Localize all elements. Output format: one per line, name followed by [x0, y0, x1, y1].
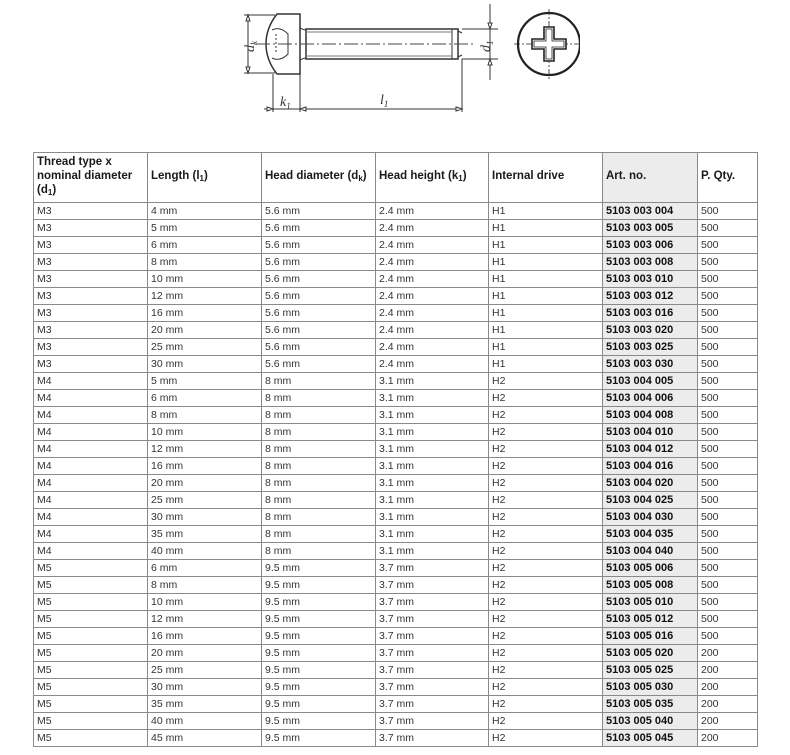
table-row — [34, 203, 758, 220]
cell-internal-drive: H2 — [489, 458, 603, 475]
cell-thread-type: M5 — [34, 628, 148, 645]
cell-head-height: 3.7 mm — [376, 662, 489, 679]
cell-art-no: 5103 005 025 — [603, 662, 698, 679]
cell-pack-qty: 500 — [698, 305, 758, 322]
cell-art-no: 5103 004 008 — [603, 407, 698, 424]
cell-art-no: 5103 005 010 — [603, 594, 698, 611]
header-text: Internal drive — [492, 170, 565, 182]
l1-label: $l_1$ — [380, 93, 389, 109]
table-row — [34, 526, 758, 543]
cell-pack-qty: 500 — [698, 220, 758, 237]
cell-internal-drive: H2 — [489, 373, 603, 390]
table-row — [34, 220, 758, 237]
cell-head-diameter: 8 mm — [262, 526, 376, 543]
column-header-art-no — [603, 153, 698, 203]
table-row — [34, 662, 758, 679]
cell-head-diameter: 8 mm — [262, 407, 376, 424]
header-text: Art. no. — [606, 170, 647, 182]
cell-head-height: 2.4 mm — [376, 237, 489, 254]
cell-art-no: 5103 003 012 — [603, 288, 698, 305]
cell-art-no: 5103 005 012 — [603, 611, 698, 628]
cell-pack-qty: 500 — [698, 594, 758, 611]
cell-length: 25 mm — [148, 339, 262, 356]
cell-head-diameter: 5.6 mm — [262, 339, 376, 356]
cell-head-diameter: 9.5 mm — [262, 662, 376, 679]
cell-pack-qty: 500 — [698, 390, 758, 407]
table-row — [34, 322, 758, 339]
cell-internal-drive: H2 — [489, 730, 603, 747]
table-row — [34, 611, 758, 628]
table-row — [34, 407, 758, 424]
cell-art-no: 5103 004 020 — [603, 475, 698, 492]
cell-internal-drive: H1 — [489, 237, 603, 254]
cell-head-height: 3.7 mm — [376, 594, 489, 611]
cell-pack-qty: 500 — [698, 356, 758, 373]
cell-head-height: 2.4 mm — [376, 339, 489, 356]
cell-thread-type: M5 — [34, 730, 148, 747]
cell-length: 4 mm — [148, 203, 262, 220]
header-subscript: 1 — [47, 188, 53, 197]
cell-head-height: 2.4 mm — [376, 288, 489, 305]
cell-length: 16 mm — [148, 628, 262, 645]
cell-head-diameter: 5.6 mm — [262, 254, 376, 271]
cell-internal-drive: H2 — [489, 611, 603, 628]
cell-thread-type: M4 — [34, 526, 148, 543]
cell-length: 40 mm — [148, 543, 262, 560]
cell-head-height: 3.1 mm — [376, 509, 489, 526]
cell-art-no: 5103 005 035 — [603, 696, 698, 713]
column-header-thread-type — [34, 153, 148, 203]
cell-head-diameter: 5.6 mm — [262, 322, 376, 339]
header-subscript: 1 — [199, 174, 204, 183]
cell-length: 12 mm — [148, 611, 262, 628]
cell-pack-qty: 500 — [698, 492, 758, 509]
cell-head-diameter: 9.5 mm — [262, 645, 376, 662]
cell-internal-drive: H2 — [489, 441, 603, 458]
cell-head-height: 3.1 mm — [376, 492, 489, 509]
cell-head-height: 2.4 mm — [376, 220, 489, 237]
cell-internal-drive: H1 — [489, 322, 603, 339]
cell-pack-qty: 500 — [698, 237, 758, 254]
cell-art-no: 5103 003 025 — [603, 339, 698, 356]
table-row — [34, 509, 758, 526]
cell-head-diameter: 8 mm — [262, 458, 376, 475]
cell-internal-drive: H2 — [489, 713, 603, 730]
table-row — [34, 237, 758, 254]
cell-length: 30 mm — [148, 356, 262, 373]
cell-length: 12 mm — [148, 441, 262, 458]
screw-technical-drawing — [240, 0, 580, 118]
table-row — [34, 271, 758, 288]
cell-thread-type: M3 — [34, 220, 148, 237]
table-row — [34, 594, 758, 611]
cell-internal-drive: H2 — [489, 662, 603, 679]
cell-pack-qty: 500 — [698, 543, 758, 560]
cell-pack-qty: 500 — [698, 560, 758, 577]
cell-head-height: 3.7 mm — [376, 713, 489, 730]
cell-pack-qty: 500 — [698, 339, 758, 356]
cell-head-height: 3.1 mm — [376, 526, 489, 543]
table-row — [34, 696, 758, 713]
table-row — [34, 441, 758, 458]
cell-head-diameter: 8 mm — [262, 373, 376, 390]
cell-length: 45 mm — [148, 730, 262, 747]
cell-thread-type: M4 — [34, 390, 148, 407]
cell-internal-drive: H1 — [489, 339, 603, 356]
table-row — [34, 254, 758, 271]
cell-internal-drive: H2 — [489, 645, 603, 662]
cell-thread-type: M4 — [34, 458, 148, 475]
cell-internal-drive: H2 — [489, 407, 603, 424]
cell-length: 20 mm — [148, 475, 262, 492]
cell-art-no: 5103 004 025 — [603, 492, 698, 509]
cell-thread-type: M4 — [34, 509, 148, 526]
cell-head-diameter: 8 mm — [262, 424, 376, 441]
table-row — [34, 356, 758, 373]
cell-art-no: 5103 005 045 — [603, 730, 698, 747]
cell-head-diameter: 9.5 mm — [262, 628, 376, 645]
cell-length: 16 mm — [148, 305, 262, 322]
table-row — [34, 492, 758, 509]
table-row — [34, 424, 758, 441]
cell-internal-drive: H1 — [489, 220, 603, 237]
cell-thread-type: M4 — [34, 373, 148, 390]
screw-spec-table — [33, 152, 758, 747]
cell-head-diameter: 5.6 mm — [262, 305, 376, 322]
column-header-head-height — [376, 153, 489, 203]
cell-head-diameter: 9.5 mm — [262, 696, 376, 713]
header-subscript: 1 — [458, 174, 463, 183]
table-row — [34, 577, 758, 594]
cell-art-no: 5103 005 030 — [603, 679, 698, 696]
cell-head-height: 3.7 mm — [376, 560, 489, 577]
cell-art-no: 5103 003 010 — [603, 271, 698, 288]
cell-head-height: 3.7 mm — [376, 645, 489, 662]
cell-head-height: 3.1 mm — [376, 441, 489, 458]
cell-head-height: 2.4 mm — [376, 305, 489, 322]
cell-thread-type: M5 — [34, 577, 148, 594]
cell-head-diameter: 9.5 mm — [262, 560, 376, 577]
cell-pack-qty: 500 — [698, 509, 758, 526]
cell-head-height: 3.7 mm — [376, 679, 489, 696]
cell-pack-qty: 500 — [698, 203, 758, 220]
header-text: Head diameter (d — [265, 170, 359, 182]
cell-thread-type: M3 — [34, 254, 148, 271]
cell-thread-type: M4 — [34, 407, 148, 424]
cell-head-height: 2.4 mm — [376, 322, 489, 339]
cell-art-no: 5103 005 016 — [603, 628, 698, 645]
cell-art-no: 5103 005 006 — [603, 560, 698, 577]
cell-art-no: 5103 003 020 — [603, 322, 698, 339]
header-subscript: k — [358, 174, 363, 183]
cell-head-diameter: 8 mm — [262, 509, 376, 526]
cell-pack-qty: 200 — [698, 679, 758, 696]
cell-thread-type: M3 — [34, 356, 148, 373]
header-suffix: ) — [52, 184, 57, 196]
cell-length: 10 mm — [148, 271, 262, 288]
cell-art-no: 5103 005 040 — [603, 713, 698, 730]
header-suffix: ) — [362, 170, 367, 182]
cell-length: 10 mm — [148, 594, 262, 611]
cell-internal-drive: H2 — [489, 560, 603, 577]
cell-internal-drive: H2 — [489, 475, 603, 492]
cell-head-diameter: 8 mm — [262, 441, 376, 458]
cell-head-height: 3.7 mm — [376, 611, 489, 628]
cell-length: 8 mm — [148, 254, 262, 271]
cell-head-height: 2.4 mm — [376, 356, 489, 373]
cell-internal-drive: H1 — [489, 356, 603, 373]
cell-pack-qty: 500 — [698, 526, 758, 543]
table-header-row — [34, 153, 758, 203]
cell-internal-drive: H2 — [489, 492, 603, 509]
cell-head-height: 3.1 mm — [376, 543, 489, 560]
cell-pack-qty: 200 — [698, 713, 758, 730]
cell-pack-qty: 500 — [698, 577, 758, 594]
cell-art-no: 5103 003 005 — [603, 220, 698, 237]
cell-head-height: 3.1 mm — [376, 390, 489, 407]
k1-label: $k_1$ — [280, 95, 291, 111]
cell-pack-qty: 500 — [698, 458, 758, 475]
header-text: Length (l — [151, 170, 200, 182]
cell-pack-qty: 500 — [698, 611, 758, 628]
cell-thread-type: M3 — [34, 271, 148, 288]
table-row — [34, 713, 758, 730]
cell-head-diameter: 5.6 mm — [262, 356, 376, 373]
cell-head-height: 3.7 mm — [376, 577, 489, 594]
cell-length: 20 mm — [148, 322, 262, 339]
table-row — [34, 339, 758, 356]
cell-head-height: 3.1 mm — [376, 373, 489, 390]
cell-thread-type: M3 — [34, 203, 148, 220]
cell-length: 30 mm — [148, 509, 262, 526]
cell-length: 40 mm — [148, 713, 262, 730]
cell-pack-qty: 500 — [698, 628, 758, 645]
cell-head-diameter: 5.6 mm — [262, 237, 376, 254]
d1-label: $d_1$ — [479, 40, 495, 52]
cell-head-height: 3.1 mm — [376, 475, 489, 492]
cell-head-height: 3.1 mm — [376, 424, 489, 441]
cell-head-height: 3.1 mm — [376, 458, 489, 475]
column-header-internal-drive — [489, 153, 603, 203]
table-row — [34, 560, 758, 577]
cell-head-diameter: 9.5 mm — [262, 594, 376, 611]
cell-length: 12 mm — [148, 288, 262, 305]
table-row — [34, 730, 758, 747]
cell-internal-drive: H1 — [489, 305, 603, 322]
cell-thread-type: M3 — [34, 288, 148, 305]
cell-art-no: 5103 004 012 — [603, 441, 698, 458]
table-row — [34, 305, 758, 322]
cell-art-no: 5103 003 004 — [603, 203, 698, 220]
cell-art-no: 5103 004 030 — [603, 509, 698, 526]
table-row — [34, 475, 758, 492]
cell-internal-drive: H2 — [489, 679, 603, 696]
cell-internal-drive: H1 — [489, 254, 603, 271]
cell-thread-type: M5 — [34, 662, 148, 679]
cell-thread-type: M5 — [34, 713, 148, 730]
cell-head-height: 2.4 mm — [376, 254, 489, 271]
cell-thread-type: M5 — [34, 611, 148, 628]
cell-pack-qty: 500 — [698, 475, 758, 492]
cell-head-diameter: 8 mm — [262, 475, 376, 492]
cell-thread-type: M4 — [34, 441, 148, 458]
cell-internal-drive: H2 — [489, 594, 603, 611]
cell-head-diameter: 9.5 mm — [262, 730, 376, 747]
cell-art-no: 5103 004 006 — [603, 390, 698, 407]
header-text: P. Qty. — [701, 170, 736, 182]
cell-length: 25 mm — [148, 662, 262, 679]
cell-length: 10 mm — [148, 424, 262, 441]
cell-thread-type: M3 — [34, 322, 148, 339]
header-text: Head height (k — [379, 170, 459, 182]
column-header-head-diameter — [262, 153, 376, 203]
cell-internal-drive: H2 — [489, 390, 603, 407]
cell-head-diameter: 9.5 mm — [262, 611, 376, 628]
cell-internal-drive: H2 — [489, 526, 603, 543]
cell-length: 35 mm — [148, 696, 262, 713]
cell-thread-type: M5 — [34, 560, 148, 577]
cell-head-height: 3.7 mm — [376, 696, 489, 713]
cell-thread-type: M5 — [34, 594, 148, 611]
cell-internal-drive: H2 — [489, 628, 603, 645]
cell-internal-drive: H2 — [489, 696, 603, 713]
cell-internal-drive: H2 — [489, 509, 603, 526]
cell-internal-drive: H2 — [489, 577, 603, 594]
cell-head-diameter: 5.6 mm — [262, 220, 376, 237]
cell-art-no: 5103 003 016 — [603, 305, 698, 322]
cell-thread-type: M4 — [34, 475, 148, 492]
cell-pack-qty: 500 — [698, 407, 758, 424]
cell-pack-qty: 500 — [698, 271, 758, 288]
cell-length: 25 mm — [148, 492, 262, 509]
cell-thread-type: M4 — [34, 424, 148, 441]
cell-internal-drive: H2 — [489, 543, 603, 560]
cell-pack-qty: 200 — [698, 645, 758, 662]
cell-pack-qty: 500 — [698, 322, 758, 339]
cell-length: 8 mm — [148, 577, 262, 594]
cell-head-diameter: 8 mm — [262, 492, 376, 509]
table-row — [34, 458, 758, 475]
cell-pack-qty: 500 — [698, 254, 758, 271]
cell-length: 6 mm — [148, 237, 262, 254]
cell-art-no: 5103 003 008 — [603, 254, 698, 271]
cell-head-diameter: 9.5 mm — [262, 713, 376, 730]
column-header-length — [148, 153, 262, 203]
cell-pack-qty: 500 — [698, 288, 758, 305]
phillips-head-icon — [514, 9, 580, 79]
cell-length: 6 mm — [148, 560, 262, 577]
cell-length: 6 mm — [148, 390, 262, 407]
cell-head-diameter: 9.5 mm — [262, 577, 376, 594]
cell-head-diameter: 5.6 mm — [262, 271, 376, 288]
cell-length: 20 mm — [148, 645, 262, 662]
cell-pack-qty: 200 — [698, 662, 758, 679]
cell-length: 16 mm — [148, 458, 262, 475]
cell-length: 5 mm — [148, 373, 262, 390]
cell-length: 35 mm — [148, 526, 262, 543]
cell-art-no: 5103 003 030 — [603, 356, 698, 373]
cell-head-diameter: 5.6 mm — [262, 288, 376, 305]
cell-internal-drive: H1 — [489, 203, 603, 220]
cell-pack-qty: 200 — [698, 696, 758, 713]
cell-pack-qty: 500 — [698, 424, 758, 441]
header-suffix: ) — [462, 170, 467, 182]
cell-head-height: 3.1 mm — [376, 407, 489, 424]
cell-art-no: 5103 005 020 — [603, 645, 698, 662]
cell-head-height: 3.7 mm — [376, 628, 489, 645]
column-header-pack-qty — [698, 153, 758, 203]
cell-head-height: 2.4 mm — [376, 271, 489, 288]
cell-thread-type: M5 — [34, 696, 148, 713]
cell-head-diameter: 8 mm — [262, 390, 376, 407]
table-row — [34, 373, 758, 390]
cell-internal-drive: H1 — [489, 271, 603, 288]
header-text: Thread type x nominal diameter (d — [37, 156, 133, 196]
cell-thread-type: M3 — [34, 339, 148, 356]
cell-art-no: 5103 004 040 — [603, 543, 698, 560]
cell-art-no: 5103 004 005 — [603, 373, 698, 390]
cell-art-no: 5103 005 008 — [603, 577, 698, 594]
cell-head-diameter: 8 mm — [262, 543, 376, 560]
cell-thread-type: M4 — [34, 543, 148, 560]
cell-thread-type: M3 — [34, 237, 148, 254]
cell-thread-type: M5 — [34, 645, 148, 662]
cell-thread-type: M5 — [34, 679, 148, 696]
table-row — [34, 628, 758, 645]
table-row — [34, 288, 758, 305]
cell-length: 30 mm — [148, 679, 262, 696]
cell-thread-type: M3 — [34, 305, 148, 322]
cell-pack-qty: 500 — [698, 441, 758, 458]
cell-internal-drive: H1 — [489, 288, 603, 305]
cell-head-height: 2.4 mm — [376, 203, 489, 220]
cell-thread-type: M4 — [34, 492, 148, 509]
table-row — [34, 645, 758, 662]
table-row — [34, 679, 758, 696]
dk-label: $d_k$ — [243, 41, 259, 52]
cell-art-no: 5103 004 016 — [603, 458, 698, 475]
header-suffix: ) — [204, 170, 208, 182]
cell-pack-qty: 500 — [698, 373, 758, 390]
cell-length: 5 mm — [148, 220, 262, 237]
table-row — [34, 543, 758, 560]
table-row — [34, 390, 758, 407]
cell-head-diameter: 5.6 mm — [262, 203, 376, 220]
cell-pack-qty: 200 — [698, 730, 758, 747]
cell-art-no: 5103 003 006 — [603, 237, 698, 254]
cell-internal-drive: H2 — [489, 424, 603, 441]
cell-length: 8 mm — [148, 407, 262, 424]
table-body — [34, 203, 758, 747]
cell-art-no: 5103 004 010 — [603, 424, 698, 441]
cell-head-diameter: 9.5 mm — [262, 679, 376, 696]
cell-art-no: 5103 004 035 — [603, 526, 698, 543]
cell-head-height: 3.7 mm — [376, 730, 489, 747]
